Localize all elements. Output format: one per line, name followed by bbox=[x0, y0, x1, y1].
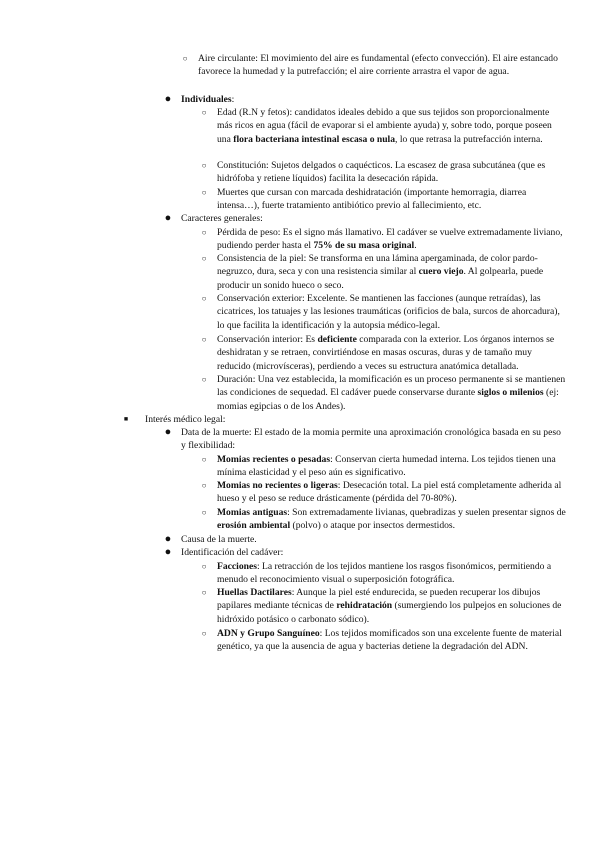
list-item-momias-antiguas bbox=[201, 506, 566, 533]
disc-bullet-icon: ● bbox=[164, 533, 172, 545]
circle-bullet-icon: ○ bbox=[201, 108, 207, 117]
circle-bullet-icon: ○ bbox=[201, 629, 207, 638]
item-text-end: , lo que retrasa la putrefacción interna. bbox=[395, 133, 543, 145]
list-item-edad bbox=[201, 106, 566, 146]
list-item-perdida-peso bbox=[201, 226, 566, 253]
item-bold-2: rehidratación bbox=[336, 600, 393, 612]
circle-bullet-icon: ○ bbox=[201, 254, 207, 263]
item-text-end: . Al golpearla, puede producir un sonido hueco o seco. bbox=[217, 266, 544, 291]
circle-bullet-icon: ○ bbox=[201, 228, 207, 237]
item-text: Pérdida de peso: Es el signo más llamativo. El cadáver se vuelve extremadamente liviano, pudiendo perder hasta el bbox=[217, 227, 563, 252]
item-bold: deficiente bbox=[317, 334, 357, 345]
item-text: Conservación interior: Es bbox=[217, 334, 318, 345]
item-text: Causa de la muerte. bbox=[181, 534, 257, 545]
list-item-consistencia-piel bbox=[201, 252, 566, 292]
circle-bullet-icon: ○ bbox=[201, 508, 207, 517]
list-item-data-muerte bbox=[164, 426, 566, 453]
item-text: : Conservan cierta humedad interna. Los tejidos tienen una mínima elasticidad y el peso aún es significativo. bbox=[217, 454, 556, 479]
list-item-interes-medico-legal bbox=[123, 413, 566, 426]
list-item-constitucion bbox=[201, 159, 566, 186]
item-bold: Facciones bbox=[217, 561, 257, 572]
list-item-conservacion-exterior bbox=[201, 292, 566, 332]
item-bold: Momias antiguas bbox=[217, 507, 288, 518]
item-text-end: (ej: momias egipcias o de los Andes). bbox=[217, 387, 559, 412]
list-item-adn-grupo-sanguineo bbox=[201, 627, 566, 654]
list-item-caracteres-generales bbox=[164, 212, 566, 225]
circle-bullet-icon: ○ bbox=[182, 54, 188, 63]
item-bold: Huellas Dactilares bbox=[217, 587, 292, 598]
item-bold: ADN y Grupo Sanguíneo bbox=[217, 628, 320, 639]
item-text: Conservación exterior: Excelente. Se mantienen las facciones (aunque retraídas), las cicatrices, los tatuajes y las lesiones traumáticas (orificios de bala, surcos de ahorcadura), lo que facilita la identificación y la autopsia médico-legal. bbox=[217, 293, 560, 331]
item-text-end: comparada con la exterior. Los órganos internos se deshidratan y se retraen, convirtiéndose en masas oscuras, duras y de tamaño muy reducido (microvísceras), perdiendo a veces su estructura anatómica detallada. bbox=[217, 334, 555, 372]
item-text: Muertes que cursan con marcada deshidratación (importante hemorragia, diarrea intensa…), fuerte tratamiento antibiótico previo al fallecimiento, etc. bbox=[217, 187, 527, 212]
item-text: : El movimiento del aire es fundamental (efecto convección). El aire estancado favorece la humedad y la putrefacción; el aire corriente arrastra el vapor de agua. bbox=[198, 53, 558, 78]
item-text: Duración: Una vez establecida, la momificación es un proceso permanente si se mantienen las condiciones de sequedad. El cadáver puede conservarse durante bbox=[217, 374, 566, 399]
item-text: Caracteres generales: bbox=[181, 213, 263, 224]
circle-bullet-icon: ○ bbox=[201, 161, 207, 170]
list-item-causa-muerte bbox=[164, 533, 566, 546]
circle-bullet-icon: ○ bbox=[201, 335, 207, 344]
square-bullet-icon: ■ bbox=[123, 415, 129, 423]
item-bold: Momias recientes o pesadas bbox=[217, 454, 331, 465]
item-bold: cuero viejo bbox=[418, 266, 464, 278]
list-item-huellas-dactilares bbox=[201, 586, 566, 626]
item-bold: siglos o milenios bbox=[477, 387, 544, 399]
circle-bullet-icon: ○ bbox=[201, 455, 207, 464]
item-text-end: (sumergiendo los pulpejos en soluciones de hidróxido potásico o carbonato sódico). bbox=[217, 600, 562, 625]
list-item-aire-circulante bbox=[182, 52, 566, 79]
disc-bullet-icon: ● bbox=[164, 426, 172, 438]
item-text-end: (polvo) o ataque por insectos dermestidos. bbox=[290, 520, 456, 532]
list-item-momias-no-recientes bbox=[201, 479, 566, 506]
item-text: Data de la muerte: El estado de la momia permite una aproximación cronológica basada en su peso y flexibilidad: bbox=[181, 427, 561, 452]
item-bold: Momias no recientes o ligeras bbox=[217, 480, 338, 491]
item-text: Identificación del cadáver: bbox=[181, 547, 284, 558]
item-bold: flora bacteriana intestinal escasa o nula bbox=[233, 133, 396, 145]
circle-bullet-icon: ○ bbox=[201, 562, 207, 571]
list-item-momias-recientes bbox=[201, 453, 566, 480]
list-item-conservacion-interior bbox=[201, 333, 566, 373]
item-text: : Desecación total. La piel está completamente adherida al hueso y el peso se reduce drásticamente (pérdida del 70-80%). bbox=[217, 480, 562, 505]
item-text: Interés médico legal: bbox=[145, 414, 226, 425]
item-text: : La retracción de los tejidos mantiene los rasgos fisonómicos, permitiendo a menudo el reconocimiento visual o superposición fotográfica. bbox=[217, 561, 552, 586]
item-text-end: . bbox=[414, 240, 417, 252]
circle-bullet-icon: ○ bbox=[201, 588, 207, 597]
item-text: Edad (R.N y fetos): candidatos ideales debido a que sus tejidos son proporcionalmente más ricos en agua (fácil de evaporar si el ambiente ayuda) y, sobre todo, porque poseen una bbox=[217, 107, 552, 145]
list-item-muertes bbox=[201, 186, 566, 213]
disc-bullet-icon: ● bbox=[164, 93, 172, 105]
circle-bullet-icon: ○ bbox=[201, 375, 207, 384]
item-text: Consistencia de la piel: Se transforma en una lámina apergaminada, de color pardo-negruzco, dura, seca y con una resistencia similar al bbox=[217, 253, 538, 278]
circle-bullet-icon: ○ bbox=[201, 294, 207, 303]
item-label: Individuales bbox=[181, 94, 232, 105]
list-item-individuales bbox=[164, 93, 566, 106]
disc-bullet-icon: ● bbox=[164, 546, 172, 558]
item-colon: : bbox=[231, 94, 235, 105]
list-item-facciones bbox=[201, 560, 566, 587]
item-text: : Los tejidos momificados son una excelente fuente de material genético, ya que la ausencia de agua y bacterias detiene la degradación del ADN. bbox=[217, 628, 562, 653]
disc-bullet-icon: ● bbox=[164, 212, 172, 224]
item-bold-2: erosión ambiental bbox=[217, 520, 291, 532]
item-label: Aire circulante bbox=[198, 53, 256, 64]
list-item-identificacion-cadaver bbox=[164, 546, 566, 559]
item-bold: 75% de su masa original bbox=[313, 240, 415, 252]
circle-bullet-icon: ○ bbox=[201, 481, 207, 490]
circle-bullet-icon: ○ bbox=[201, 188, 207, 197]
item-text: : Aunque la piel esté endurecida, se pueden recuperar los dibujos papilares mediante técnicas de bbox=[217, 587, 541, 612]
item-text: : Son extremadamente livianas, quebradizas y suelen presentar signos de bbox=[287, 507, 566, 518]
list-item-duracion bbox=[201, 373, 566, 413]
item-text: Constitución: Sujetos delgados o caquécticos. La escasez de grasa subcutánea (que es hidrófoba y retiene líquidos) facilita la desecación rápida. bbox=[217, 160, 546, 185]
